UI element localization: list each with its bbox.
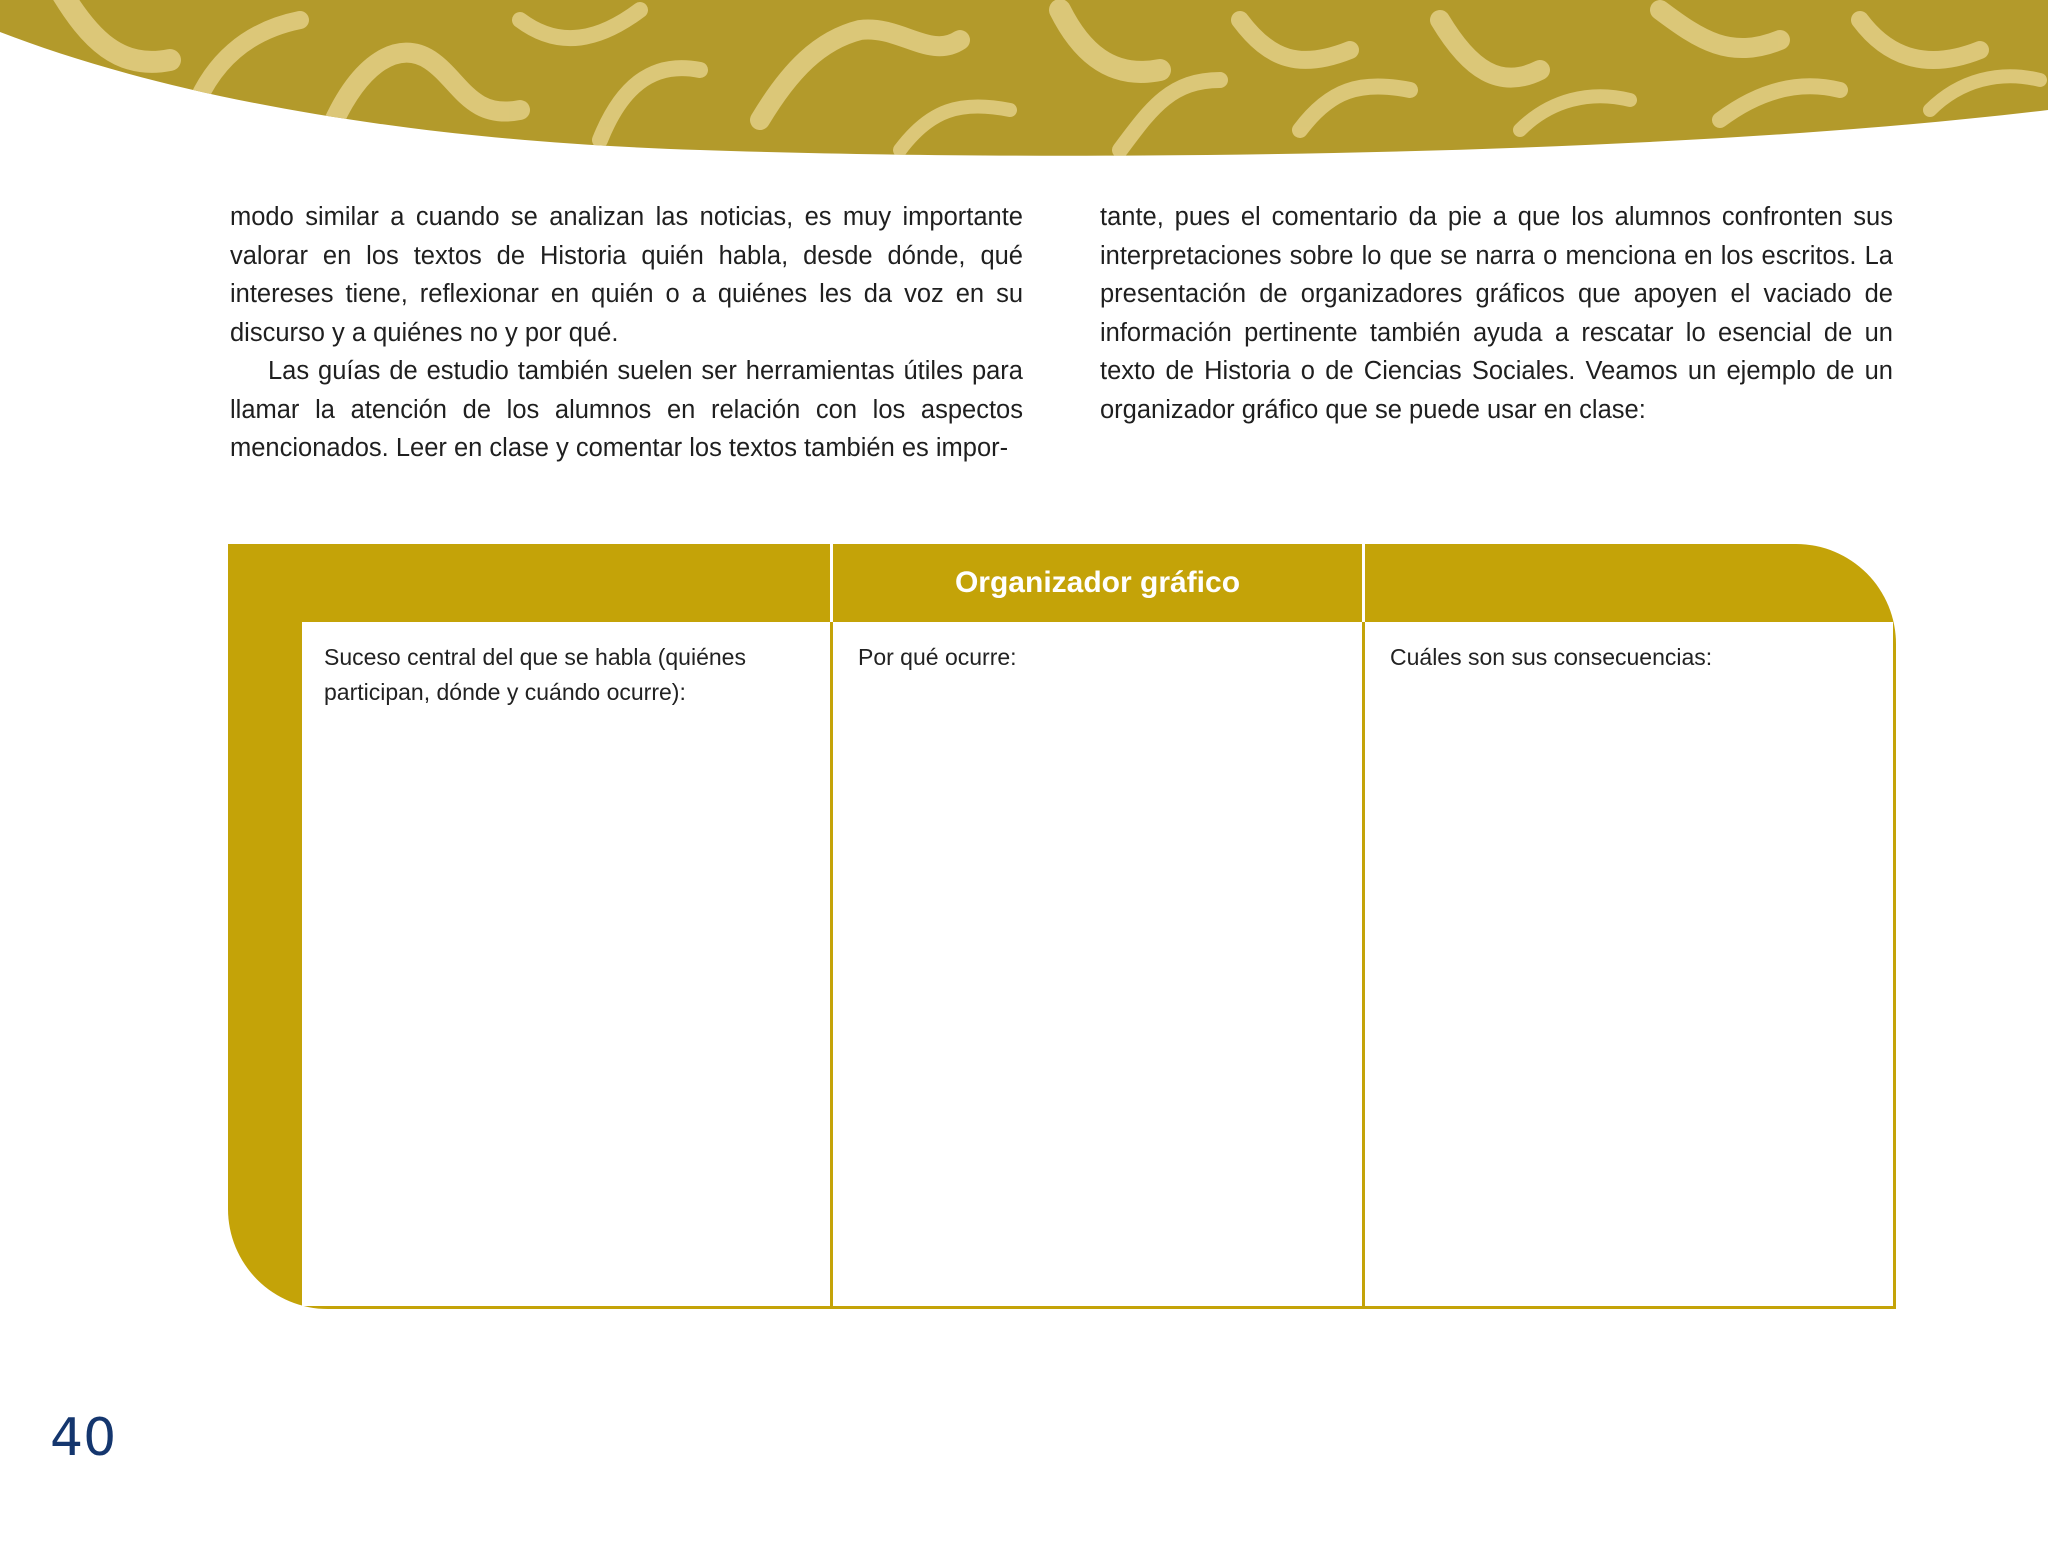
- cell-label: Suceso central del que se habla (quiénes participan, dónde y cuándo ocurre):: [324, 644, 746, 705]
- page-number: 40: [50, 1408, 117, 1468]
- paragraph: Las guías de estudio también suelen ser herramientas útiles para llamar la atención de los alumnos en relación con los aspectos mencionados. Leer en clase y comentar los textos también es impor-: [230, 357, 1023, 462]
- organizer-cell-why: [833, 622, 1362, 1306]
- body-text-left-column: [230, 198, 1023, 468]
- decorative-header-band: [0, 0, 2048, 170]
- organizer-body: [302, 622, 1893, 1306]
- organizer-title: Organizador gráfico: [954, 566, 1241, 599]
- paragraph: modo similar a cuando se analizan las noticias, es muy importante valorar en los textos de Historia quién habla, desde dónde, qué intereses tiene, reflexionar en quién o a quiénes les da voz en su discurso y a quiénes no y por qué.: [230, 203, 1023, 347]
- organizer-cell-consequences: [1365, 622, 1893, 1306]
- organizer-cell-central-event: [302, 622, 830, 1306]
- graphic-organizer: [228, 544, 1896, 1309]
- cell-label: Por qué ocurre:: [858, 644, 1017, 670]
- header-divider: [1362, 544, 1365, 622]
- body-text-right-column: [1100, 198, 1893, 429]
- paragraph: tante, pues el comentario da pie a que los alumnos confronten sus interpretaciones sobre lo que se narra o menciona en los escritos. La presentación de organizadores gráficos que apoyen el vaciado de información pertinente también ayuda a rescatar lo esencial de un texto de Historia o de Ciencias Sociales. Veamos un ejemplo de un organizador gráfico que se puede usar en clase:: [1100, 203, 1893, 424]
- cell-label: Cuáles son sus consecuencias:: [1390, 644, 1713, 670]
